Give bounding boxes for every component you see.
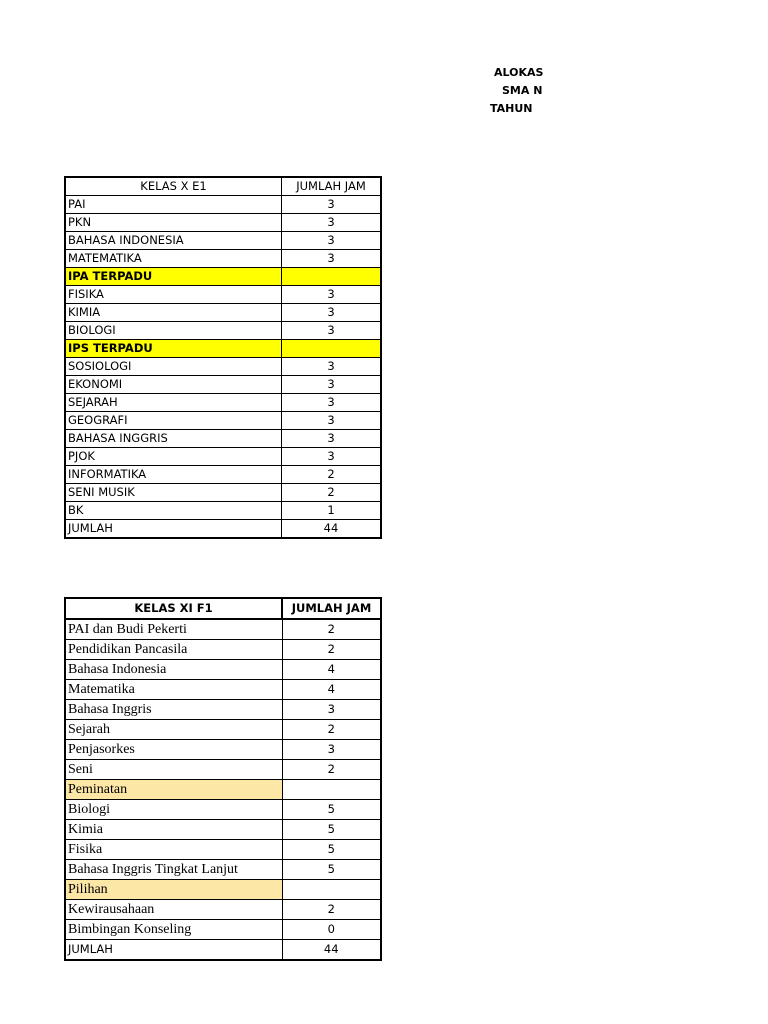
subject-cell: Bahasa Indonesia — [65, 660, 282, 680]
section-label: IPS TERPADU — [65, 340, 282, 358]
hours-cell: 3 — [282, 214, 382, 232]
hours-cell: 3 — [282, 304, 382, 322]
subject-cell: KIMIA — [65, 304, 282, 322]
subject-cell: Matematika — [65, 680, 282, 700]
table-row — [65, 740, 381, 760]
section-row — [65, 268, 381, 286]
table-row — [65, 920, 381, 940]
subject-cell: INFORMATIKA — [65, 466, 282, 484]
header-hours: JUMLAH JAM — [282, 177, 382, 196]
table-row — [65, 700, 381, 720]
subject-cell: SOSIOLOGI — [65, 358, 282, 376]
subject-cell: Sejarah — [65, 720, 282, 740]
subject-cell: PAI — [65, 196, 282, 214]
hours-cell — [282, 340, 382, 358]
hours-cell: 5 — [282, 800, 381, 820]
section-label: IPA TERPADU — [65, 268, 282, 286]
table-row — [65, 502, 381, 520]
subject-cell: Bahasa Inggris Tingkat Lanjut — [65, 860, 282, 880]
hours-cell: 3 — [282, 250, 382, 268]
subject-cell: Pendidikan Pancasila — [65, 640, 282, 660]
table-row — [65, 394, 381, 412]
hours-cell: 5 — [282, 860, 381, 880]
hours-cell: 1 — [282, 502, 382, 520]
subject-cell: Bahasa Inggris — [65, 700, 282, 720]
document-title — [480, 66, 768, 126]
subject-cell: SEJARAH — [65, 394, 282, 412]
table-row — [65, 448, 381, 466]
hours-cell: 3 — [282, 358, 382, 376]
total-row — [65, 520, 381, 539]
hours-cell: 5 — [282, 820, 381, 840]
table-row — [65, 358, 381, 376]
hours-cell: 2 — [282, 900, 381, 920]
total-row — [65, 940, 381, 961]
hours-cell: 3 — [282, 376, 382, 394]
hours-cell: 2 — [282, 466, 382, 484]
table-row — [65, 760, 381, 780]
subject-cell: Penjasorkes — [65, 740, 282, 760]
subject-cell: BIOLOGI — [65, 322, 282, 340]
subject-cell: PAI dan Budi Pekerti — [65, 619, 282, 640]
hours-cell: 3 — [282, 394, 382, 412]
table-row — [65, 376, 381, 394]
hours-cell: 0 — [282, 920, 381, 940]
hours-cell: 3 — [282, 700, 381, 720]
table-row — [65, 232, 381, 250]
table-row — [65, 286, 381, 304]
hours-cell: 4 — [282, 660, 381, 680]
total-label: JUMLAH — [65, 520, 282, 539]
hours-cell — [282, 780, 381, 800]
hours-cell: 5 — [282, 840, 381, 860]
subject-cell: BAHASA INDONESIA — [65, 232, 282, 250]
subject-cell: Biologi — [65, 800, 282, 820]
hours-cell: 2 — [282, 640, 381, 660]
table-row — [65, 430, 381, 448]
subject-cell: Seni — [65, 760, 282, 780]
table-header-row — [65, 177, 381, 196]
table-row — [65, 250, 381, 268]
table-row — [65, 640, 381, 660]
hours-cell: 3 — [282, 196, 382, 214]
class-xi-f1-table — [64, 597, 382, 961]
hours-cell — [282, 268, 382, 286]
table-header-row — [65, 598, 381, 619]
hours-cell: 3 — [282, 448, 382, 466]
subject-cell: GEOGRAFI — [65, 412, 282, 430]
hours-cell: 3 — [282, 322, 382, 340]
subject-cell: PJOK — [65, 448, 282, 466]
subject-cell: Fisika — [65, 840, 282, 860]
table-row — [65, 322, 381, 340]
section-row — [65, 340, 381, 358]
table-row — [65, 196, 381, 214]
title-line-2: SMA N — [502, 84, 543, 97]
table-row — [65, 412, 381, 430]
table-row — [65, 860, 381, 880]
section-row — [65, 780, 381, 800]
section-row — [65, 880, 381, 900]
table-row — [65, 900, 381, 920]
table-row — [65, 820, 381, 840]
hours-cell: 2 — [282, 619, 381, 640]
subject-cell: EKONOMI — [65, 376, 282, 394]
class-x-e1-table — [64, 176, 382, 539]
hours-cell: 2 — [282, 720, 381, 740]
hours-cell: 2 — [282, 484, 382, 502]
hours-cell: 3 — [282, 740, 381, 760]
hours-cell — [282, 880, 381, 900]
hours-cell: 3 — [282, 286, 382, 304]
subject-cell: MATEMATIKA — [65, 250, 282, 268]
hours-cell: 3 — [282, 412, 382, 430]
total-hours: 44 — [282, 940, 381, 961]
table-row — [65, 720, 381, 740]
table-row — [65, 619, 381, 640]
table-row — [65, 214, 381, 232]
total-hours: 44 — [282, 520, 382, 539]
table-row — [65, 304, 381, 322]
hours-cell: 2 — [282, 760, 381, 780]
total-label: JUMLAH — [65, 940, 282, 961]
subject-cell: Kimia — [65, 820, 282, 840]
subject-cell: Bimbingan Konseling — [65, 920, 282, 940]
subject-cell: Kewirausahaan — [65, 900, 282, 920]
section-label: Peminatan — [65, 780, 282, 800]
subject-cell: FISIKA — [65, 286, 282, 304]
subject-cell: PKN — [65, 214, 282, 232]
table-row — [65, 484, 381, 502]
subject-cell: BAHASA INGGRIS — [65, 430, 282, 448]
hours-cell: 3 — [282, 430, 382, 448]
hours-cell: 4 — [282, 680, 381, 700]
title-line-1: ALOKAS — [494, 66, 544, 79]
table-row — [65, 800, 381, 820]
header-hours: JUMLAH JAM — [282, 598, 381, 619]
section-label: Pilihan — [65, 880, 282, 900]
title-line-3: TAHUN — [490, 102, 533, 115]
subject-cell: BK — [65, 502, 282, 520]
subject-cell: SENI MUSIK — [65, 484, 282, 502]
header-class: KELAS XI F1 — [65, 598, 282, 619]
hours-cell: 3 — [282, 232, 382, 250]
header-class: KELAS X E1 — [65, 177, 282, 196]
table-row — [65, 680, 381, 700]
table-row — [65, 840, 381, 860]
table-row — [65, 466, 381, 484]
table-row — [65, 660, 381, 680]
